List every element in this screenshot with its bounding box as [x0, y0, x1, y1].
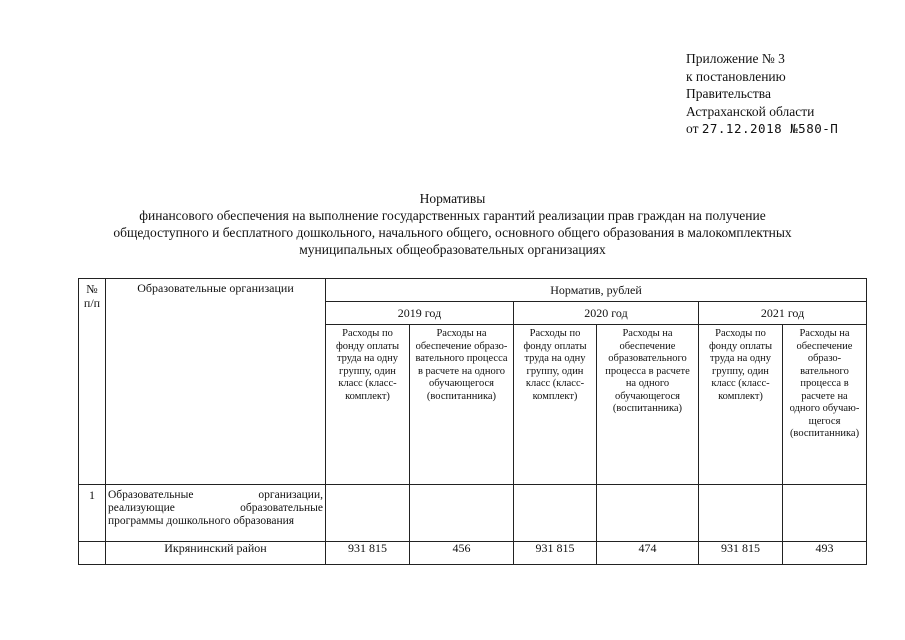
- appendix-line-3: Правительства: [686, 86, 771, 101]
- row-value: 493: [783, 542, 867, 565]
- row-value: 931 815: [699, 542, 783, 565]
- row-value: 931 815: [326, 542, 410, 565]
- subheader-2021-process: Расходы на обеспечение образо-вательного процесса в расчете на одного обучаю-щегося (воспитанника): [783, 325, 867, 485]
- row-value: 474: [597, 542, 699, 565]
- title-line-3: общедоступного и бесплатного дошкольного, начального общего, основного общего образования в малокомплектных: [113, 225, 792, 240]
- row-value: 456: [410, 542, 514, 565]
- row-organization: [106, 485, 326, 542]
- title-line-4: муниципальных общеобразовательных организациях: [299, 242, 606, 257]
- subheader-2019-payroll: Расходы по фонду оплаты труда на одну группу, один класс (класс-комплект): [326, 325, 410, 485]
- title-line-1: Нормативы: [419, 191, 486, 206]
- appendix-header: [686, 50, 838, 138]
- subheader-2021-payroll: Расходы по фонду оплаты труда на одну группу, один класс (класс-комплект): [699, 325, 783, 485]
- appendix-line-1: Приложение № 3: [686, 51, 785, 66]
- row-value: [597, 485, 699, 542]
- row-value: [326, 485, 410, 542]
- header-year-2020: 2020 год: [514, 302, 699, 325]
- row-value: [699, 485, 783, 542]
- subheader-2020-process: Расходы на обеспечение образовательного процесса в расчете на одного обучающегося (воспитанника): [597, 325, 699, 485]
- row-organization-line-1: Образовательные организации,: [108, 489, 323, 501]
- appendix-line-4: Астраханской области: [686, 103, 815, 119]
- row-organization: Икрянинский район: [106, 542, 326, 565]
- row-number: [79, 542, 106, 565]
- table-row: [79, 485, 867, 542]
- document-title: [60, 190, 845, 258]
- header-year-2021: 2021 год: [699, 302, 867, 325]
- header-number: № п/п: [79, 279, 106, 485]
- subheader-2019-process: Расходы на обеспечение образо-вательного процесса в расчете на одного обучающегося (воспитанника): [410, 325, 514, 485]
- row-organization-line-3: программы дошкольного образования: [108, 515, 295, 527]
- row-organization-line-2: реализующие образовательные: [108, 502, 323, 514]
- appendix-date: [686, 120, 838, 138]
- title-line-2: финансового обеспечения на выполнение государственных гарантий реализации прав граждан на получение: [139, 208, 766, 223]
- header-year-2019: 2019 год: [326, 302, 514, 325]
- row-value: 931 815: [514, 542, 597, 565]
- header-organizations: Образовательные организации: [106, 279, 326, 485]
- norms-table: [78, 278, 867, 565]
- row-number: 1: [79, 485, 106, 542]
- table-row: [79, 542, 867, 565]
- row-value: [783, 485, 867, 542]
- row-value: [514, 485, 597, 542]
- appendix-date-prefix: от: [686, 121, 699, 136]
- header-norm: Норматив, рублей: [326, 279, 867, 302]
- appendix-line-2: к постановлению: [686, 68, 786, 84]
- subheader-2020-payroll: Расходы по фонду оплаты труда на одну группу, один класс (класс-комплект): [514, 325, 597, 485]
- row-value: [410, 485, 514, 542]
- appendix-date-handwritten: 27.12.2018 №580-П: [701, 121, 839, 136]
- header-row-main: [79, 279, 867, 302]
